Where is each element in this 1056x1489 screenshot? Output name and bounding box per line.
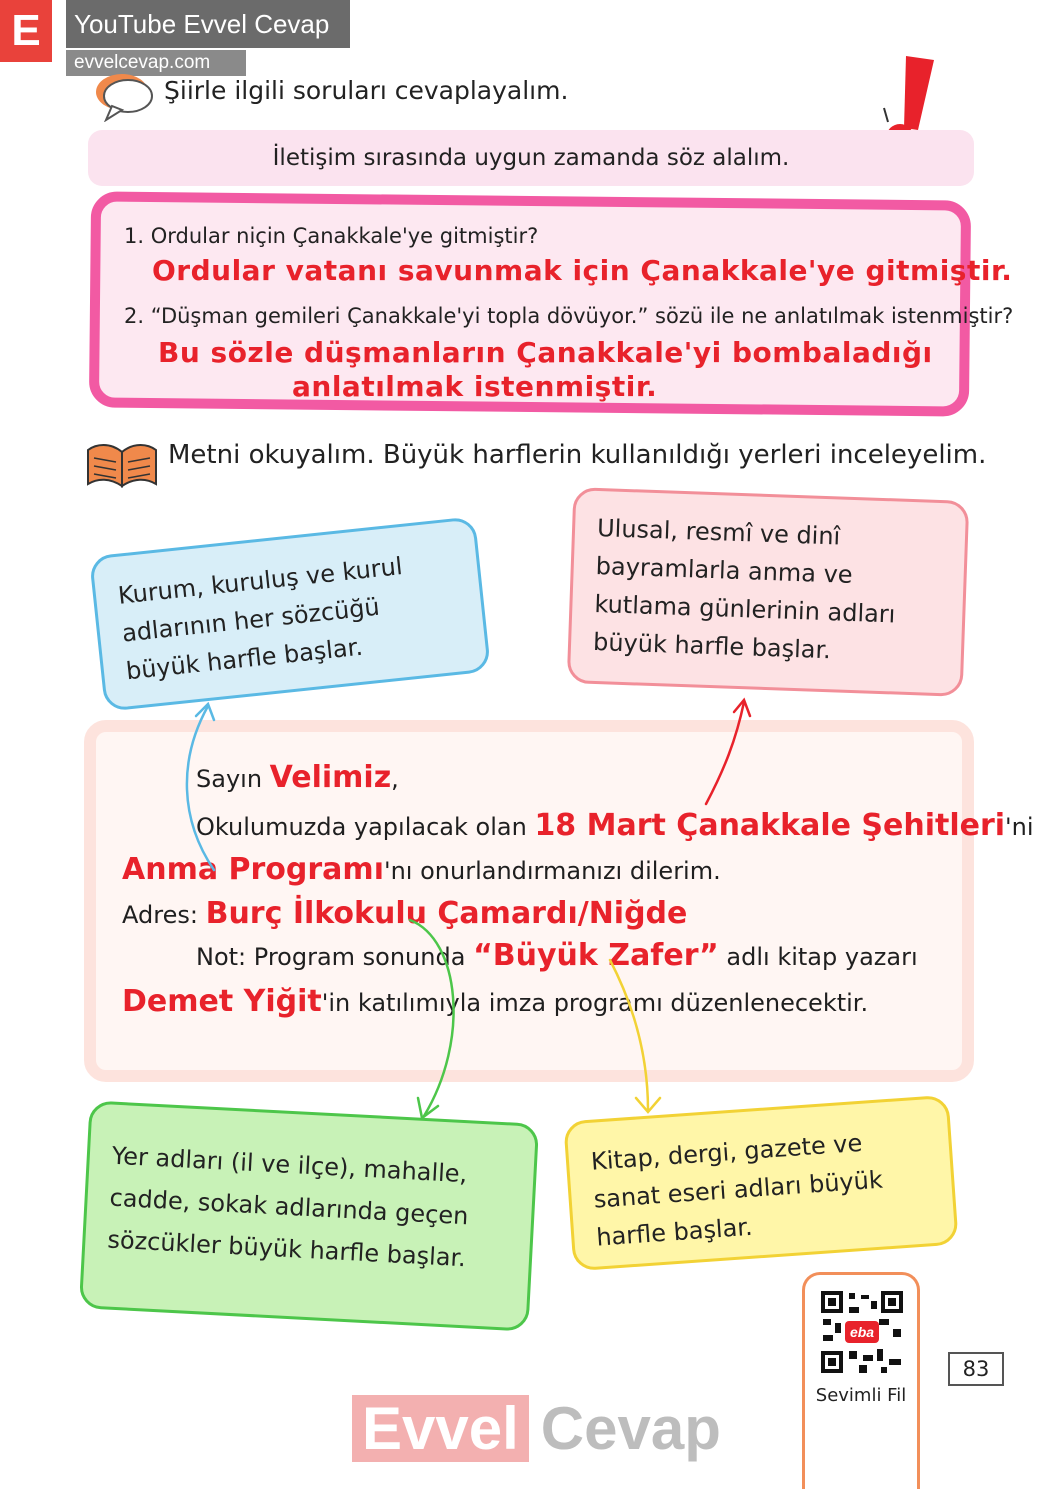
event-name-2: Anma Programı	[122, 852, 384, 887]
question-2: 2. “Düşman gemileri Çanakkale'yi topla dövüyor.” sözü ile ne anlatılmak istenmiştir?	[124, 304, 1014, 328]
answer-1: Ordular vatanı savunmak için Çanakkale'ye gitmiştir.	[152, 254, 1013, 287]
watermark-cevap: Cevap	[540, 1395, 721, 1462]
letter-salutation-line	[196, 760, 399, 795]
watermark-evvel: Evvel	[352, 1395, 529, 1462]
address-value: Burç İlkokulu Çamardı/Niğde	[205, 896, 688, 931]
salutation-comma: ,	[391, 765, 399, 793]
open-book-icon	[86, 438, 158, 490]
letter-address-line	[122, 896, 687, 931]
qr-card[interactable]	[802, 1272, 920, 1489]
qr-code-icon[interactable]	[819, 1289, 905, 1375]
answer-2-line-1: Bu sözle düşmanların Çanakkale'yi bombaladığı	[158, 336, 933, 369]
addressee: Velimiz	[269, 760, 392, 795]
page-number: 83	[948, 1352, 1004, 1386]
question-1: 1. Ordular niçin Çanakkale'ye gitmiştir?	[124, 224, 539, 248]
speech-bubble-icon	[92, 70, 156, 122]
brand-logo: E	[0, 0, 52, 62]
paragraph-start: Okulumuzda yapılacak olan	[196, 813, 527, 841]
letter-note-line-2	[122, 984, 868, 1019]
rule-card-holidays: Ulusal, resmî ve dinî bayramlarla anma ve kutlama günlerinin adları büyük harfle başlar.	[567, 487, 970, 697]
note-start: Not: Program sonunda	[196, 943, 466, 971]
book-title: “Büyük Zafer”	[473, 938, 719, 973]
note-end: 'in katılımıyla imza programı düzenlenecektir.	[321, 989, 869, 1017]
note-mid: adlı kitap yazarı	[726, 943, 918, 971]
paragraph-end: 'nı onurlandırmanızı dilerim.	[383, 857, 721, 885]
author-name: Demet Yiğit	[122, 984, 322, 1019]
answer-2-line-2: anlatılmak istenmiştir.	[292, 370, 658, 403]
bottom-watermark	[352, 1394, 721, 1463]
svg-text:eba: eba	[849, 1324, 875, 1340]
letter-note-line-1	[196, 938, 918, 973]
address-label: Adres:	[122, 901, 198, 929]
rule-card-places: Yer adları (il ve ilçe), mahalle, cadde, sokak adlarında geçen sözcükler büyük harfle başlar.	[79, 1100, 539, 1331]
letter-paragraph-line-2	[122, 852, 721, 887]
section1-instruction: Şiirle ilgili soruları cevaplayalım.	[164, 76, 569, 105]
event-suffix: 'ni	[1005, 813, 1034, 841]
tip-banner: İletişim sırasında uygun zamanda söz alalım.	[88, 130, 974, 186]
qr-label: Sevimli Fil	[815, 1385, 907, 1406]
letter-paragraph-line-1	[196, 808, 1034, 843]
event-name: 18 Mart Çanakkale Şehitleri	[534, 808, 1006, 843]
rule-card-works: Kitap, dergi, gazete ve sanat eseri adları büyük harfle başlar.	[563, 1095, 959, 1272]
salutation: Sayın	[196, 765, 263, 793]
channel-banner[interactable]: YouTube Evvel Cevap	[66, 0, 350, 48]
rule-card-institution: Kurum, kuruluş ve kurul adlarının her sözcüğü büyük harfle başlar.	[89, 516, 491, 712]
site-link[interactable]: evvelcevap.com	[66, 50, 246, 76]
section2-instruction: Metni okuyalım. Büyük harflerin kullanıldığı yerleri inceleyelim.	[168, 440, 987, 470]
